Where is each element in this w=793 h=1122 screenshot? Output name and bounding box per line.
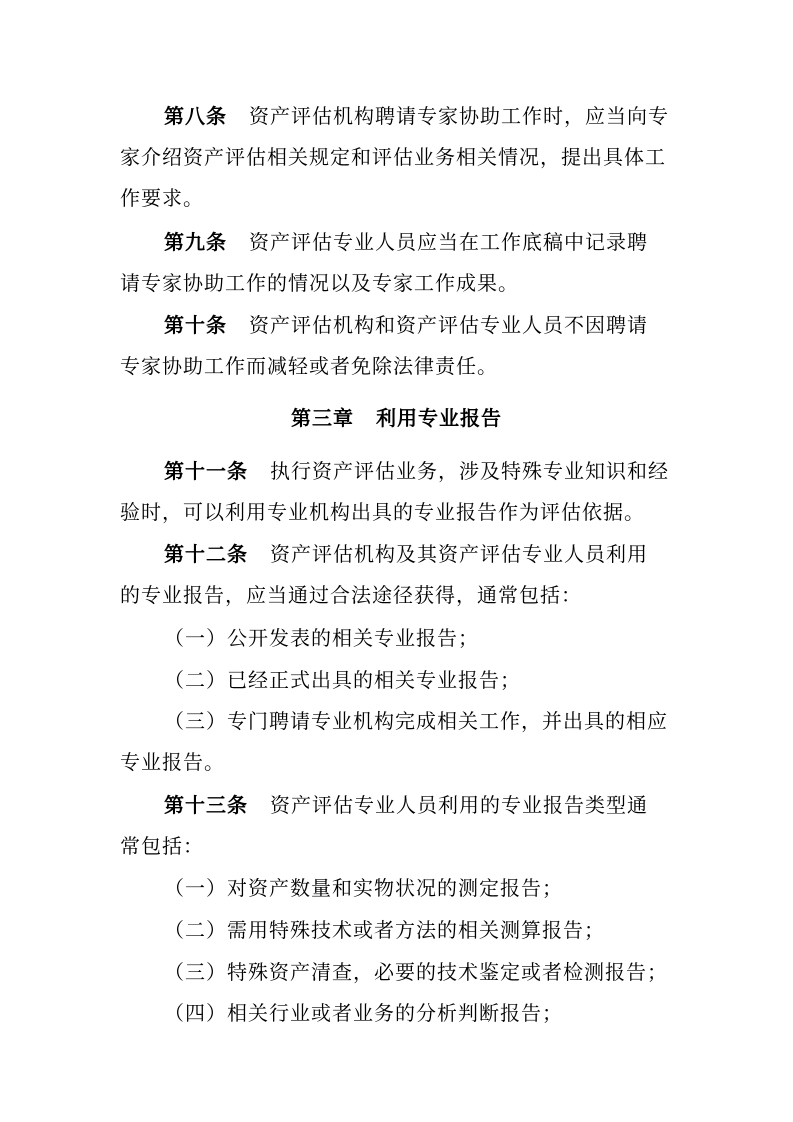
article-11-text: 执行资产评估业务，涉及特殊专业知识和经 bbox=[270, 459, 669, 483]
chapter-title: 利用专业报告 bbox=[376, 406, 502, 430]
article-12-item-2: （二）已经正式出具的相关专业报告； bbox=[164, 668, 521, 692]
article-12-item-1: （一）公开发表的相关专业报告； bbox=[164, 626, 479, 650]
article-13-item-2: （二）需用特殊技术或者方法的相关测算报告； bbox=[164, 918, 605, 942]
article-13-item-1: （一）对资产数量和实物状况的测定报告； bbox=[164, 876, 563, 900]
article-11-line-2: 验时，可以利用专业机构出具的专业报告作为评估依据。 bbox=[120, 500, 645, 524]
article-11-line-1 bbox=[164, 457, 724, 485]
article-10-line-2: 专家协助工作而减轻或者免除法律责任。 bbox=[120, 354, 498, 378]
article-9-line-1 bbox=[164, 228, 724, 256]
article-12-item-3: （三）专门聘请专业机构完成相关工作，并出具的相应 bbox=[164, 709, 668, 733]
article-8-label: 第八条 bbox=[164, 104, 227, 128]
article-13-line-2: 常包括： bbox=[120, 834, 204, 858]
article-9-label: 第九条 bbox=[164, 230, 227, 254]
article-13-text: 资产评估专业人员利用的专业报告类型通 bbox=[270, 793, 648, 817]
chapter-heading bbox=[0, 404, 793, 432]
article-13-label: 第十三条 bbox=[164, 793, 248, 817]
article-10-text: 资产评估机构和资产评估专业人员不因聘请 bbox=[249, 313, 648, 337]
article-12-label: 第十二条 bbox=[164, 542, 248, 566]
article-12-line-2: 的专业报告，应当通过合法途径获得，通常包括： bbox=[120, 583, 582, 607]
chapter-number: 第三章 bbox=[291, 406, 354, 430]
article-12-item-3-cont: 专业报告。 bbox=[120, 750, 225, 774]
article-9-line-2: 请专家协助工作的情况以及专家工作成果。 bbox=[120, 271, 519, 295]
article-10-line-1 bbox=[164, 311, 724, 339]
article-13-item-4: （四）相关行业或者业务的分析判断报告； bbox=[164, 1001, 563, 1025]
article-12-line-1 bbox=[164, 540, 724, 568]
article-13-line-1 bbox=[164, 791, 724, 819]
article-8-line-1 bbox=[164, 102, 724, 130]
article-12-text: 资产评估机构及其资产评估专业人员利用 bbox=[270, 542, 648, 566]
article-8-line-2: 家介绍资产评估相关规定和评估业务相关情况，提出具体工 bbox=[120, 145, 666, 169]
article-9-text: 资产评估专业人员应当在工作底稿中记录聘 bbox=[249, 230, 648, 254]
article-10-label: 第十条 bbox=[164, 313, 227, 337]
article-8-text: 资产评估机构聘请专家协助工作时，应当向专 bbox=[249, 104, 669, 128]
article-13-item-3: （三）特殊资产清查，必要的技术鉴定或者检测报告； bbox=[164, 960, 668, 984]
article-11-label: 第十一条 bbox=[164, 459, 248, 483]
article-8-line-3: 作要求。 bbox=[120, 186, 204, 210]
